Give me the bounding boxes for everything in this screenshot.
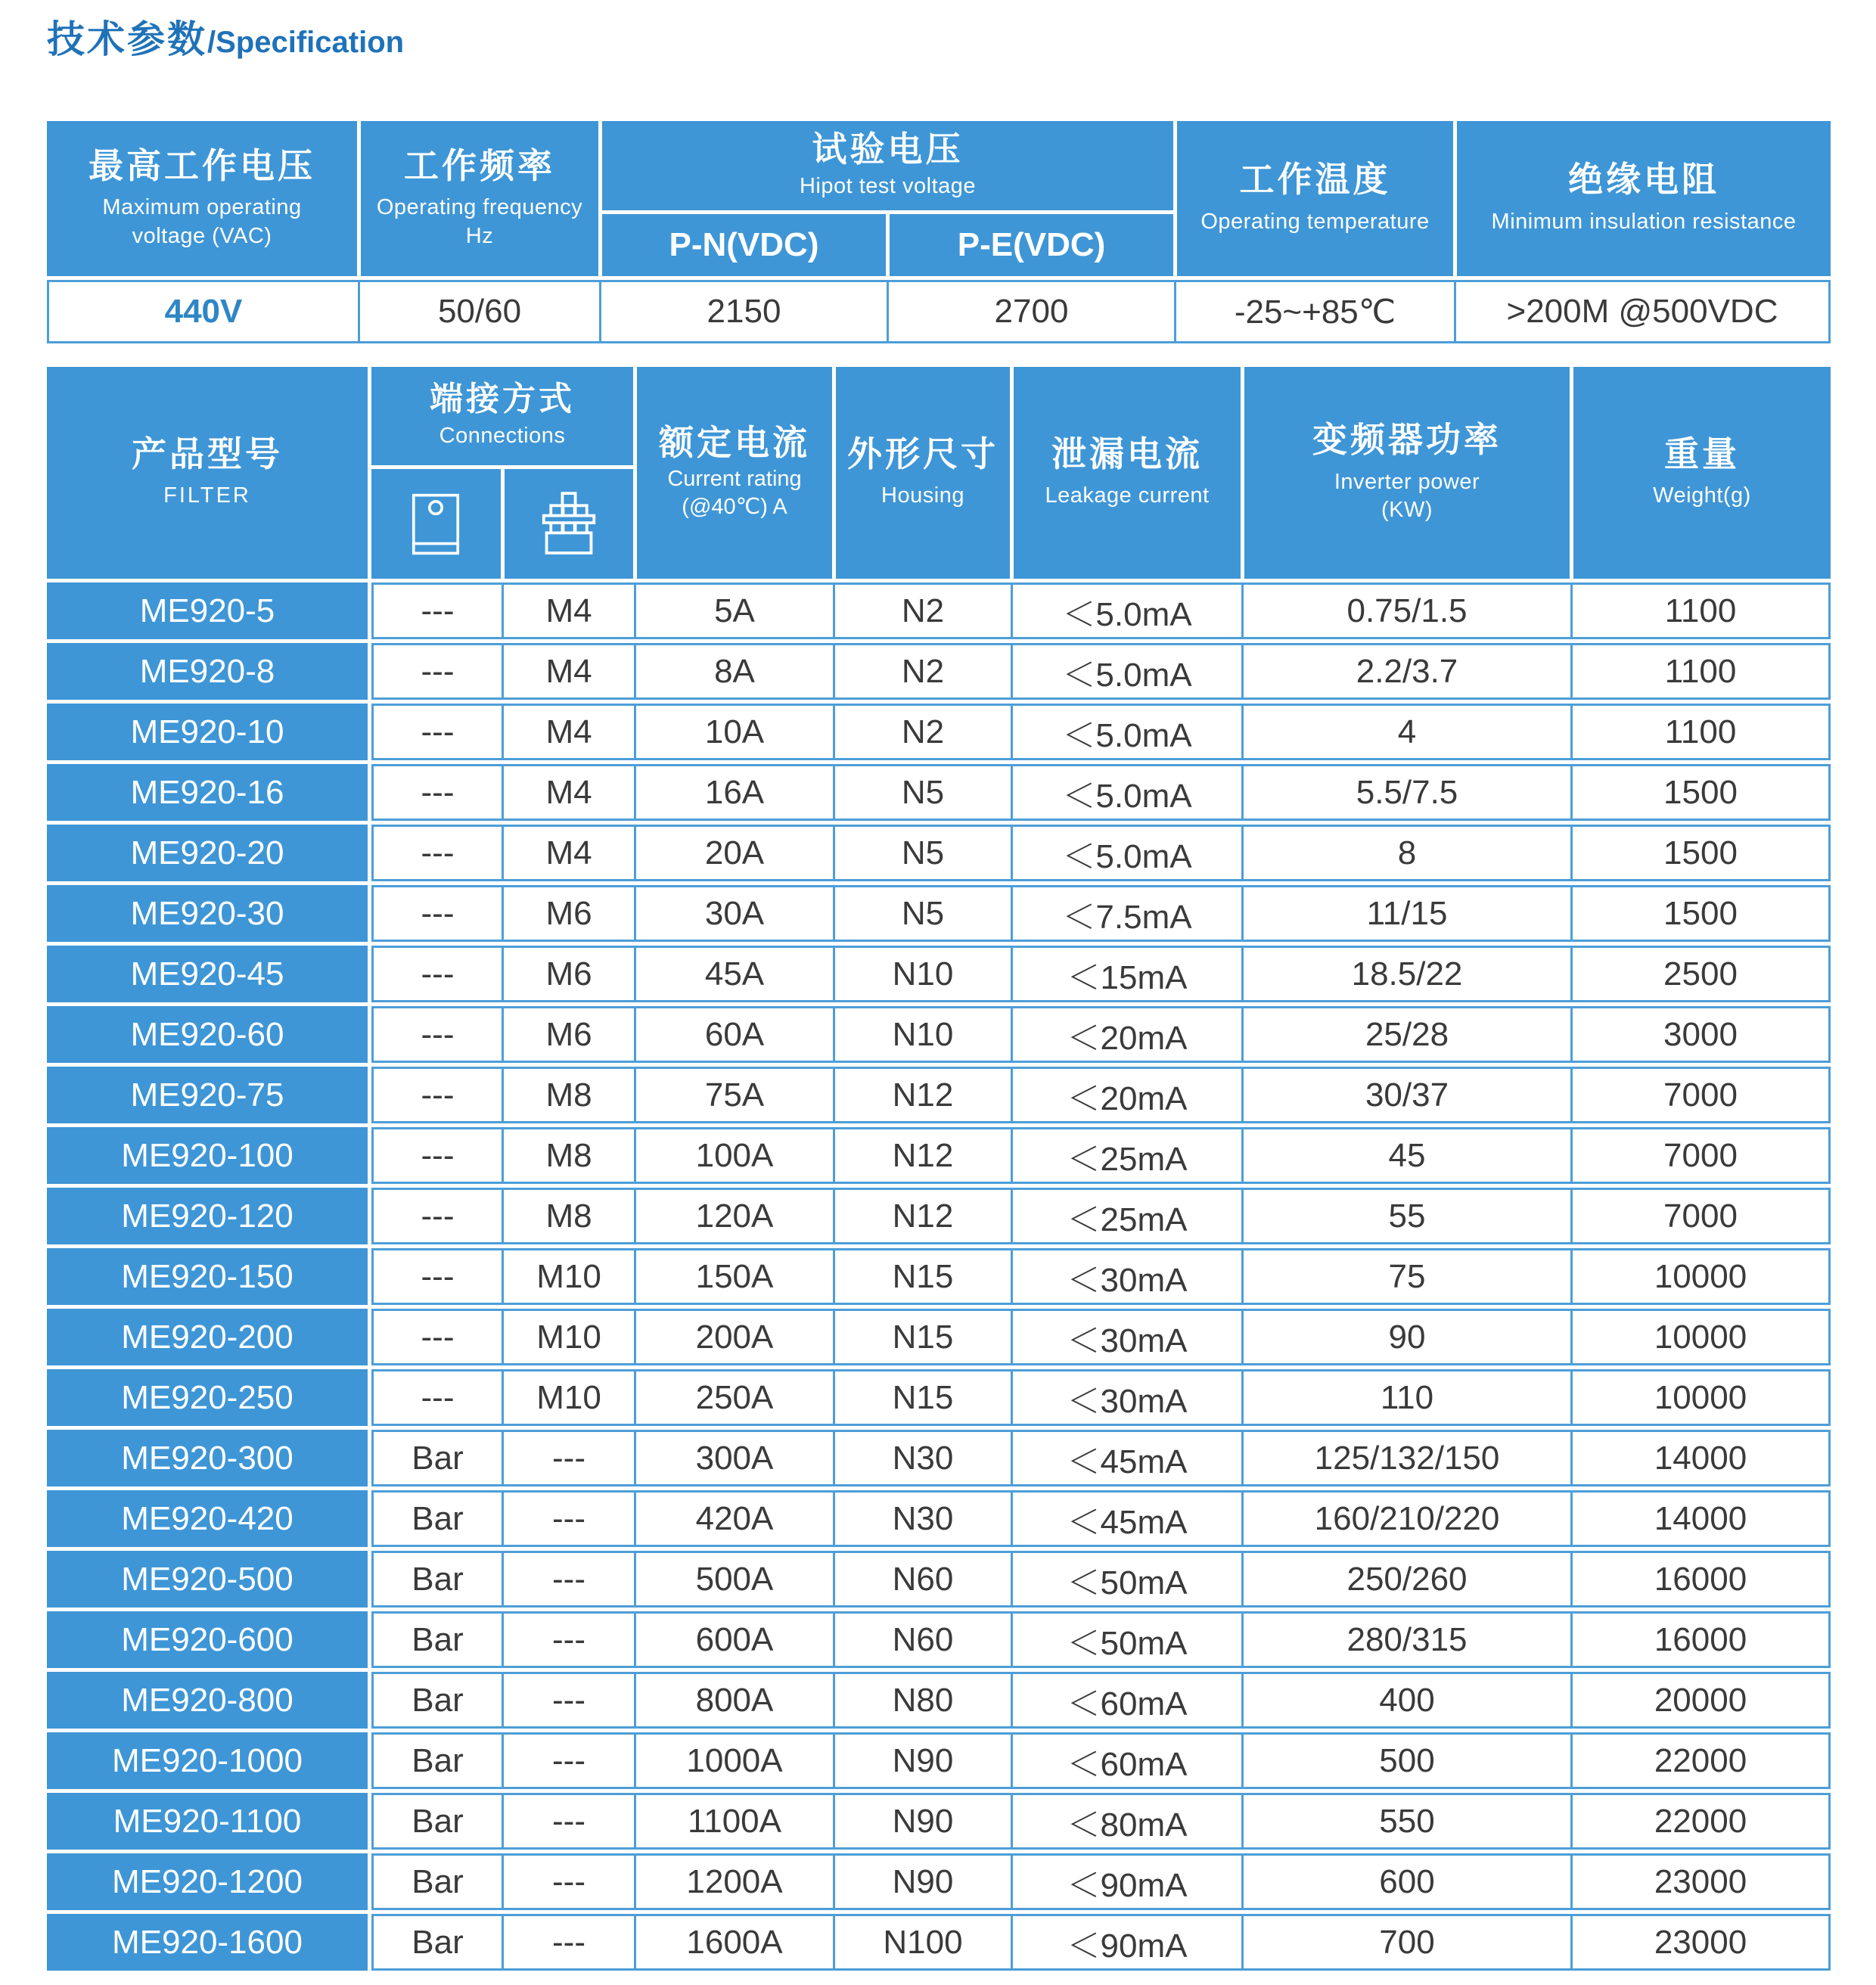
product-model-cell: ME920-250	[47, 1369, 368, 1426]
header-connections-zh: 端接方式	[430, 380, 575, 418]
connection-stud-cell: ---	[502, 1732, 636, 1789]
value-temperature: -25~+85℃	[1174, 280, 1456, 343]
connection-stud-cell: M6	[502, 1006, 636, 1063]
weight-cell: 1100	[1570, 704, 1831, 760]
header-current-en	[667, 465, 801, 522]
current-rating-cell: 8A	[634, 643, 835, 700]
product-model-cell: ME920-600	[47, 1611, 368, 1668]
weight-cell: 10000	[1570, 1309, 1831, 1365]
inverter-power-cell: 550	[1241, 1793, 1573, 1850]
header-current-en1: Current rating	[667, 466, 802, 491]
table-row	[47, 1309, 1831, 1365]
inverter-power-cell: 600	[1241, 1853, 1573, 1910]
header-frequency-en1: Operating frequency	[376, 195, 583, 220]
housing-cell: N80	[833, 1672, 1013, 1729]
header-inverter-power	[1244, 367, 1570, 579]
product-model-cell: ME920-45	[47, 946, 368, 1002]
header-max-voltage-zh: 最高工作电压	[89, 145, 315, 185]
connection-wire-cell: Bar	[371, 1672, 504, 1729]
table-row	[47, 1430, 1831, 1486]
header-weight-zh: 重量	[1664, 433, 1740, 474]
current-rating-cell: 75A	[634, 1067, 835, 1123]
leakage-current-cell: ＜5.0mA	[1011, 582, 1244, 639]
connection-stud-cell: M4	[502, 764, 636, 821]
header-temperature-en: Operating temperature	[1200, 209, 1430, 234]
product-model-cell: ME920-5	[47, 582, 368, 639]
inverter-power-cell: 110	[1241, 1369, 1573, 1426]
inverter-power-cell: 11/15	[1241, 885, 1573, 942]
value-hipot-pe: 2700	[887, 280, 1176, 343]
header-inverter-en	[1334, 468, 1480, 525]
leakage-current-cell: ＜15mA	[1011, 946, 1244, 1002]
connection-wire-cell: Bar	[371, 1551, 504, 1608]
inverter-power-cell: 250/260	[1241, 1551, 1573, 1608]
header-inverter-zh: 变频器功率	[1312, 420, 1502, 460]
inverter-power-cell: 0.75/1.5	[1241, 582, 1573, 639]
header-hipot-pe	[890, 214, 1173, 276]
weight-cell: 2500	[1570, 946, 1831, 1002]
current-rating-cell: 1100A	[634, 1793, 835, 1850]
connection-wire-cell: ---	[371, 1369, 504, 1426]
leakage-current-cell: ＜50mA	[1011, 1611, 1244, 1668]
housing-cell: N60	[833, 1611, 1013, 1668]
housing-cell: N5	[833, 885, 1013, 942]
header-max-voltage-en	[102, 194, 301, 250]
connection-wire-cell: ---	[371, 1067, 504, 1123]
connection-wire-cell: ---	[371, 825, 504, 881]
table-row	[47, 582, 1831, 639]
header-current-en2: (@40℃) A	[682, 495, 787, 520]
connection-stud-cell: M10	[502, 1309, 636, 1365]
inverter-power-cell: 500	[1241, 1732, 1573, 1789]
connection-wire-cell: ---	[371, 1006, 504, 1063]
connection-wire-cell: ---	[371, 582, 504, 639]
connection-stud-cell: M10	[502, 1248, 636, 1305]
connection-stud-cell: M6	[502, 885, 636, 942]
leakage-current-cell: ＜20mA	[1011, 1067, 1244, 1123]
product-model-cell: ME920-1600	[47, 1914, 368, 1971]
inverter-power-cell: 18.5/22	[1241, 946, 1573, 1002]
housing-cell: N30	[833, 1490, 1013, 1547]
connection-wire-cell: Bar	[371, 1611, 504, 1668]
product-model-cell: ME920-800	[47, 1672, 368, 1729]
inverter-power-cell: 5.5/7.5	[1241, 764, 1573, 821]
leakage-current-cell: ＜60mA	[1011, 1732, 1244, 1789]
weight-cell: 7000	[1570, 1188, 1831, 1244]
product-model-cell: ME920-60	[47, 1006, 368, 1063]
current-rating-cell: 1200A	[634, 1853, 835, 1910]
leakage-current-cell: ＜45mA	[1011, 1490, 1244, 1547]
housing-cell: N12	[833, 1127, 1013, 1184]
current-rating-cell: 20A	[634, 825, 835, 881]
inverter-power-cell: 25/28	[1241, 1006, 1573, 1063]
housing-cell: N12	[833, 1188, 1013, 1244]
product-model-cell: ME920-1000	[47, 1732, 368, 1789]
weight-cell: 1500	[1570, 825, 1831, 881]
connection-stud-cell: ---	[502, 1853, 636, 1910]
table-row	[47, 1551, 1831, 1608]
value-insulation: >200M @500VDC	[1454, 280, 1831, 343]
header-leakage	[1014, 367, 1241, 579]
table-row	[47, 1067, 1831, 1123]
table-row	[47, 1672, 1831, 1729]
page-title	[47, 9, 404, 64]
connection-wire-cell: Bar	[371, 1914, 504, 1971]
header-connection-type-2	[505, 469, 634, 579]
current-rating-cell: 420A	[634, 1490, 835, 1547]
weight-cell: 16000	[1570, 1611, 1831, 1668]
weight-cell: 20000	[1570, 1672, 1831, 1729]
leakage-current-cell: ＜30mA	[1011, 1369, 1244, 1426]
housing-cell: N5	[833, 825, 1013, 881]
table-row	[47, 1006, 1831, 1063]
weight-cell: 10000	[1570, 1248, 1831, 1305]
product-rows	[47, 582, 1831, 1971]
connection-wire-cell: ---	[371, 764, 504, 821]
connection-wire-cell: ---	[371, 1127, 504, 1184]
current-rating-cell: 16A	[634, 764, 835, 821]
connection-stud-cell: ---	[502, 1611, 636, 1668]
table-row	[47, 946, 1831, 1002]
header-frequency-zh: 工作频率	[404, 145, 555, 185]
housing-cell: N10	[833, 946, 1013, 1002]
header-housing	[836, 367, 1010, 579]
current-rating-cell: 100A	[634, 1127, 835, 1184]
connection-stud-cell: ---	[502, 1672, 636, 1729]
inverter-power-cell: 400	[1241, 1672, 1573, 1729]
connection-stud-cell: M8	[502, 1188, 636, 1244]
general-spec-value-row	[47, 280, 1831, 343]
leakage-current-cell: ＜90mA	[1011, 1853, 1244, 1910]
wire-terminal-icon	[411, 492, 461, 556]
header-leakage-en: Leakage current	[1045, 483, 1210, 508]
product-model-cell: ME920-30	[47, 885, 368, 942]
table-row	[47, 1490, 1831, 1547]
weight-cell: 23000	[1570, 1853, 1831, 1910]
weight-cell: 7000	[1570, 1127, 1831, 1184]
weight-cell: 22000	[1570, 1732, 1831, 1789]
inverter-power-cell: 4	[1241, 704, 1573, 760]
header-hipot	[602, 121, 1173, 210]
weight-cell: 7000	[1570, 1067, 1831, 1123]
general-spec-header-row	[47, 121, 1831, 276]
current-rating-cell: 600A	[634, 1611, 835, 1668]
header-connections	[371, 367, 633, 465]
inverter-power-cell: 55	[1241, 1188, 1573, 1244]
table-row	[47, 764, 1831, 821]
current-rating-cell: 1600A	[634, 1914, 835, 1971]
product-model-cell: ME920-200	[47, 1309, 368, 1365]
connection-stud-cell: M4	[502, 643, 636, 700]
header-max-voltage-en2: voltage (VAC)	[132, 223, 272, 248]
header-weight-en: Weight(g)	[1653, 483, 1751, 508]
leakage-current-cell: ＜5.0mA	[1011, 704, 1244, 760]
connection-wire-cell: ---	[371, 946, 504, 1002]
connection-wire-cell: Bar	[371, 1732, 504, 1789]
header-connections-group	[371, 367, 633, 579]
weight-cell: 1500	[1570, 764, 1831, 821]
connection-stud-cell: ---	[502, 1430, 636, 1486]
product-model-cell: ME920-20	[47, 825, 368, 881]
header-current-zh: 额定电流	[659, 423, 810, 463]
current-rating-cell: 500A	[634, 1551, 835, 1608]
leakage-current-cell: ＜7.5mA	[1011, 885, 1244, 942]
connection-wire-cell: ---	[371, 1188, 504, 1244]
current-rating-cell: 300A	[634, 1430, 835, 1486]
table-row	[47, 1914, 1831, 1971]
header-temperature	[1177, 121, 1453, 276]
inverter-power-cell: 75	[1241, 1248, 1573, 1305]
leakage-current-cell: ＜5.0mA	[1011, 764, 1244, 821]
connection-wire-cell: ---	[371, 1248, 504, 1305]
housing-cell: N30	[833, 1430, 1013, 1486]
product-model-cell: ME920-1100	[47, 1793, 368, 1850]
table-row	[47, 1369, 1831, 1426]
connection-wire-cell: Bar	[371, 1793, 504, 1850]
header-connection-type-1	[371, 469, 501, 579]
header-hipot-pn	[602, 214, 886, 276]
table-row	[47, 1248, 1831, 1305]
housing-cell: N2	[833, 643, 1013, 700]
header-frequency-en2: Hz	[465, 223, 494, 248]
current-rating-cell: 800A	[634, 1672, 835, 1729]
leakage-current-cell: ＜25mA	[1011, 1127, 1244, 1184]
current-rating-cell: 200A	[634, 1309, 835, 1365]
connection-wire-cell: Bar	[371, 1853, 504, 1910]
connection-stud-cell: M4	[502, 704, 636, 760]
table-row	[47, 704, 1831, 760]
header-leakage-zh: 泄漏电流	[1051, 433, 1203, 474]
product-spec-table	[47, 367, 1831, 1974]
header-frequency	[361, 121, 598, 276]
header-hipot-zh: 试验电压	[812, 129, 964, 169]
current-rating-cell: 10A	[634, 704, 835, 760]
header-max-voltage-en1: Maximum operating	[102, 195, 302, 220]
inverter-power-cell: 8	[1241, 825, 1573, 881]
weight-cell: 3000	[1570, 1006, 1831, 1063]
connection-wire-cell: Bar	[371, 1490, 504, 1547]
product-model-cell: ME920-120	[47, 1188, 368, 1244]
header-housing-en: Housing	[881, 483, 964, 508]
current-rating-cell: 5A	[634, 582, 835, 639]
current-rating-cell: 250A	[634, 1369, 835, 1426]
inverter-power-cell: 700	[1241, 1914, 1573, 1971]
housing-cell: N90	[833, 1853, 1013, 1910]
current-rating-cell: 30A	[634, 885, 835, 942]
product-model-cell: ME920-300	[47, 1430, 368, 1486]
connection-stud-cell: ---	[502, 1490, 636, 1547]
current-rating-cell: 60A	[634, 1006, 835, 1063]
inverter-power-cell: 45	[1241, 1127, 1573, 1184]
connection-wire-cell: ---	[371, 704, 504, 760]
header-hipot-en: Hipot test voltage	[799, 174, 977, 199]
connection-stud-cell: M10	[502, 1369, 636, 1426]
connection-wire-cell: ---	[371, 1309, 504, 1365]
table-row	[47, 825, 1831, 881]
weight-cell: 22000	[1570, 1793, 1831, 1850]
leakage-current-cell: ＜30mA	[1011, 1309, 1244, 1365]
value-frequency: 50/60	[358, 280, 601, 343]
connection-stud-cell: ---	[502, 1793, 636, 1850]
weight-cell: 1100	[1570, 643, 1831, 700]
product-model-cell: ME920-420	[47, 1490, 368, 1547]
current-rating-cell: 150A	[634, 1248, 835, 1305]
product-model-cell: ME920-16	[47, 764, 368, 821]
product-model-cell: ME920-500	[47, 1551, 368, 1608]
header-max-voltage	[47, 121, 357, 276]
leakage-current-cell: ＜80mA	[1011, 1793, 1244, 1850]
header-hipot-subrow	[602, 214, 1173, 276]
product-model-cell: ME920-75	[47, 1067, 368, 1123]
product-model-cell: ME920-10	[47, 704, 368, 760]
housing-cell: N60	[833, 1551, 1013, 1608]
value-hipot-pn: 2150	[599, 280, 889, 343]
current-rating-cell: 45A	[634, 946, 835, 1002]
connection-stud-cell: M4	[502, 582, 636, 639]
header-connections-subrow	[371, 469, 633, 579]
header-weight	[1573, 367, 1831, 579]
connection-stud-cell: M6	[502, 946, 636, 1002]
inverter-power-cell: 2.2/3.7	[1241, 643, 1573, 700]
housing-cell: N2	[833, 582, 1013, 639]
table-row	[47, 1732, 1831, 1789]
connection-wire-cell: Bar	[371, 1430, 504, 1486]
table-row	[47, 1188, 1831, 1244]
value-max-voltage: 440V	[47, 280, 360, 343]
housing-cell: N5	[833, 764, 1013, 821]
header-hipot-pe-label: P-E(VDC)	[957, 225, 1106, 263]
leakage-current-cell: ＜30mA	[1011, 1248, 1244, 1305]
table-row	[47, 1127, 1831, 1184]
product-model-cell: ME920-100	[47, 1127, 368, 1184]
product-header-row	[47, 367, 1831, 579]
connection-stud-cell: M8	[502, 1067, 636, 1123]
header-product-zh: 产品型号	[132, 433, 283, 474]
housing-cell: N15	[833, 1309, 1013, 1365]
header-housing-zh: 外形尺寸	[847, 433, 999, 474]
housing-cell: N15	[833, 1369, 1013, 1426]
header-frequency-en	[377, 194, 582, 250]
header-temperature-zh: 工作温度	[1239, 160, 1391, 200]
page-title-zh: 技术参数	[47, 18, 207, 61]
housing-cell: N2	[833, 704, 1013, 760]
housing-cell: N12	[833, 1067, 1013, 1123]
connection-stud-cell: ---	[502, 1551, 636, 1608]
table-row	[47, 1853, 1831, 1910]
current-rating-cell: 1000A	[634, 1732, 835, 1789]
leakage-current-cell: ＜45mA	[1011, 1430, 1244, 1486]
product-model-cell: ME920-1200	[47, 1853, 368, 1910]
housing-cell: N90	[833, 1732, 1013, 1789]
weight-cell: 1100	[1570, 582, 1831, 639]
header-inverter-en1: Inverter power	[1334, 469, 1480, 494]
leakage-current-cell: ＜60mA	[1011, 1672, 1244, 1729]
housing-cell: N15	[833, 1248, 1013, 1305]
weight-cell: 14000	[1570, 1430, 1831, 1486]
weight-cell: 14000	[1570, 1490, 1831, 1547]
table-row	[47, 643, 1831, 700]
weight-cell: 16000	[1570, 1551, 1831, 1608]
leakage-current-cell: ＜50mA	[1011, 1551, 1244, 1608]
header-hipot-group	[602, 121, 1173, 276]
header-hipot-pn-label: P-N(VDC)	[669, 225, 819, 263]
table-row	[47, 1793, 1831, 1850]
header-insulation-en: Minimum insulation resistance	[1491, 209, 1797, 234]
weight-cell: 10000	[1570, 1369, 1831, 1426]
current-rating-cell: 120A	[634, 1188, 835, 1244]
header-insulation	[1457, 121, 1831, 276]
general-spec-table	[47, 121, 1831, 343]
housing-cell: N100	[833, 1914, 1013, 1971]
table-row	[47, 885, 1831, 942]
connection-wire-cell: ---	[371, 885, 504, 942]
housing-cell: N90	[833, 1793, 1013, 1850]
leakage-current-cell: ＜90mA	[1011, 1914, 1244, 1971]
connection-stud-cell: ---	[502, 1914, 636, 1971]
leakage-current-cell: ＜5.0mA	[1011, 825, 1244, 881]
connection-stud-cell: M8	[502, 1127, 636, 1184]
page-title-en: /Specification	[207, 26, 405, 59]
header-inverter-en2: (KW)	[1381, 498, 1433, 523]
product-model-cell: ME920-8	[47, 643, 368, 700]
connection-stud-cell: M4	[502, 825, 636, 881]
inverter-power-cell: 30/37	[1241, 1067, 1573, 1123]
header-connections-en: Connections	[439, 424, 566, 449]
inverter-power-cell: 160/210/220	[1241, 1490, 1573, 1547]
connection-wire-cell: ---	[371, 643, 504, 700]
inverter-power-cell: 90	[1241, 1309, 1573, 1365]
housing-cell: N10	[833, 1006, 1013, 1063]
header-insulation-zh: 绝缘电阻	[1568, 160, 1719, 200]
weight-cell: 23000	[1570, 1914, 1831, 1971]
leakage-current-cell: ＜25mA	[1011, 1188, 1244, 1244]
inverter-power-cell: 125/132/150	[1241, 1430, 1573, 1486]
inverter-power-cell: 280/315	[1241, 1611, 1573, 1668]
stud-terminal-icon	[540, 491, 598, 558]
product-model-cell: ME920-150	[47, 1248, 368, 1305]
table-row	[47, 1611, 1831, 1668]
leakage-current-cell: ＜20mA	[1011, 1006, 1244, 1063]
weight-cell: 1500	[1570, 885, 1831, 942]
header-current-rating	[637, 367, 832, 579]
header-product-model	[47, 367, 368, 579]
leakage-current-cell: ＜5.0mA	[1011, 643, 1244, 700]
header-product-en: FILTER	[163, 483, 251, 508]
